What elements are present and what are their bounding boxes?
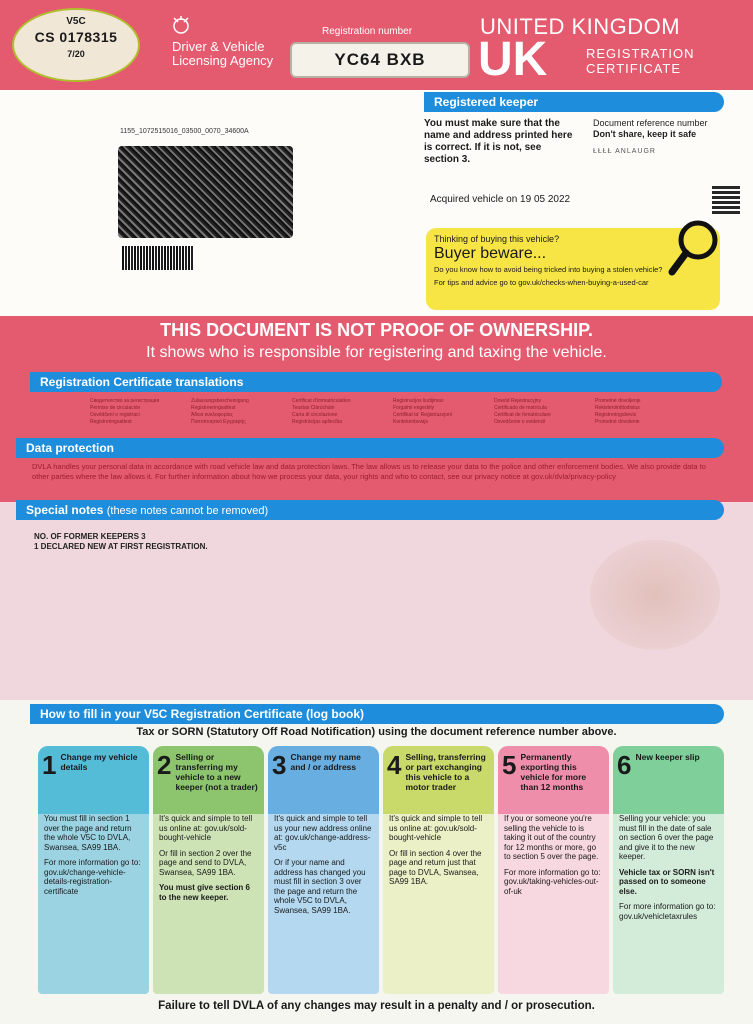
translation-item: Prometné dovoljenje (595, 398, 641, 404)
penalty-warning: Failure to tell DVLA of any changes may result in a penalty and / or prosecution. (158, 1000, 595, 1012)
reg-plate: YC64 BXB (290, 42, 470, 78)
column-number: 1 (42, 750, 57, 780)
special-notes-title: Special notes (26, 503, 104, 517)
keeper-notice: You must make sure that the name and address printed here is correct. If it is not, see section 3. (424, 118, 573, 165)
instruction-columns (38, 746, 724, 994)
column-text: For more information go to: gov.uk/taking-vehicles-out-of-uk (504, 867, 601, 896)
column-title: Selling or transferring my vehicle to a new keeper (not a trader) (175, 752, 258, 792)
translations-bar: Registration Certificate translations (30, 372, 722, 392)
column-text: It's quick and simple to tell us your new address online at: gov.uk/change-address-v5c (274, 814, 372, 852)
stamp-form: V5C (66, 16, 86, 27)
not-proof-subheading: It shows who is responsible for registering and taxing the vehicle. (146, 344, 607, 361)
translation-item: Registracijos liudijimas (393, 398, 444, 404)
column-text: For more information go to: gov.uk/change-vehicle-details-registration-certificate (44, 858, 141, 896)
redacted-address-block (118, 146, 293, 238)
column-text: If you or someone you're selling the vehicle to is taking it out of the country for 12 months or more, go to section 5 over the page. (504, 814, 599, 861)
column-text: It's quick and simple to tell us online at: gov.uk/sold-bought-vehicle (159, 814, 253, 842)
column-exporting (498, 746, 609, 994)
datamatrix-barcode (122, 246, 194, 270)
docref-handwriting: ŁŁŁŁ ANLAUGR (593, 148, 656, 155)
translation-item: Certificat de înmatriculare (494, 412, 551, 418)
cert-title-line1: REGISTRATION (586, 46, 695, 61)
column-number: 5 (502, 750, 517, 780)
column-number: 6 (617, 750, 632, 780)
special-notes-bar (16, 500, 724, 520)
beware-question: Thinking of buying this vehicle? (434, 234, 560, 244)
column-title: New keeper slip (635, 752, 700, 762)
translation-item: Teastas Clárúcháin (292, 405, 335, 411)
magnifier-icon (668, 218, 720, 278)
column-motor-trader (383, 746, 494, 994)
translation-item: Registreeringsattest (191, 405, 236, 411)
translation-item: Certificat d'immatriculation (292, 398, 351, 404)
stamp-edition: 7/20 (67, 49, 85, 59)
column-title: Selling, transferring or part exchanging this vehicle to a motor trader (405, 752, 486, 792)
beware-tip: For tips and advice go to gov.uk/checks-when-buying-a-used-car (434, 278, 649, 287)
translation-item: Kentekenbewijs (393, 419, 429, 425)
registered-keeper-bar: Registered keeper (424, 92, 724, 112)
data-protection-bar: Data protection (16, 438, 724, 458)
translation-item: Registreringsattest (90, 419, 132, 425)
paper-stain (590, 540, 720, 650)
royal-crest-icon (170, 14, 192, 38)
tax-sorn-line: Tax or SORN (Statutory Off Road Notification) using the document reference number above. (136, 726, 617, 738)
header-band (0, 0, 753, 90)
special-notes-content (34, 532, 208, 552)
translation-item: Certifikat ta' Reġistrazzjoni (393, 412, 453, 418)
column-change-vehicle (38, 746, 149, 994)
translation-item: Dowód Rejestracyjny (494, 398, 541, 404)
stamp-serial: CS 0178315 (34, 29, 118, 45)
cert-title-line2: CERTIFICATE (586, 61, 682, 76)
column-new-keeper-slip (613, 746, 724, 994)
column-text: For more information go to: gov.uk/vehicletaxrules (619, 902, 716, 921)
reg-number-label: Registration number (322, 26, 413, 37)
declared-new-line: 1 DECLARED NEW AT FIRST REGISTRATION. (34, 542, 208, 551)
column-number: 3 (272, 750, 287, 780)
docref-title: Document reference number (593, 118, 708, 128)
cert-title (586, 46, 695, 76)
translation-item: Osvedčenie o evidencii (494, 419, 546, 425)
country-title: UNITED KINGDOM (480, 14, 681, 39)
column-title: Change my vehicle details (60, 752, 138, 772)
column-text: Or fill in section 2 over the page and send to DVLA, Swansea, SA99 1BA. (159, 848, 252, 877)
beware-title: Buyer beware... (434, 245, 547, 262)
translation-item: Άδεια κυκλοφορίας (191, 412, 233, 418)
column-number: 4 (387, 750, 402, 780)
translation-item: Prometné dovolenie (595, 419, 640, 425)
column-number: 2 (157, 750, 172, 780)
translation-item: Πιστοποιητικό Εγγραφής (191, 419, 246, 425)
mailing-ref-code: 1155_1072515016_03500_0070_34600A (120, 128, 249, 135)
column-selling (153, 746, 264, 994)
column-text: You must give section 6 to the new keeper. (159, 883, 250, 902)
translation-item: Registrācijas apliecība (292, 419, 343, 425)
translation-item: Forgalmi engedély (393, 405, 435, 411)
former-keepers-line: NO. OF FORMER KEEPERS 3 (34, 532, 146, 541)
how-to-bar: How to fill in your V5C Registration Certificate (log book) (30, 704, 724, 724)
document-reference (593, 118, 733, 157)
translation-item: Zulassungsbescheinigung (191, 398, 249, 404)
docref-note: Don't share, keep it safe (593, 129, 697, 139)
serial-stamp (12, 8, 140, 82)
column-text: Or fill in section 4 over the page and return just that page to DVLA, Swansea, SA99 1BA. (389, 848, 482, 886)
agency-name: Driver & Vehicle Licensing Agency (172, 39, 274, 68)
not-proof-heading: THIS DOCUMENT IS NOT PROOF OF OWNERSHIP. (160, 320, 593, 340)
beware-text: Do you know how to avoid being tricked into buying a stolen vehicle? (434, 265, 663, 274)
translation-item: Registreringsbevis (595, 412, 637, 418)
translation-item: Permiso de circulación (90, 405, 141, 411)
column-title: Permanently exporting this vehicle for more than 12 months (520, 752, 587, 792)
qr-code (712, 186, 740, 214)
column-text: Or if your name and address has changed you must fill in section 3 over the page and return the whole V5C to DVLA, Swansea, SA99 1BA. (274, 858, 366, 915)
column-text: Vehicle tax or SORN isn't passed on to someone else. (619, 867, 715, 896)
column-text: Selling your vehicle: you must fill in the date of sale on section 6 over the page and give it to the new keeper. (619, 814, 714, 861)
column-text: You must fill in section 1 over the page and return the whole V5C to DVLA, Swansea, SA99 1BA. (44, 814, 132, 852)
translation-item: Certificado de matrícula (494, 405, 547, 411)
translation-item: Osvědčení o registraci (90, 412, 140, 418)
column-change-name (268, 746, 379, 994)
column-title: Change my name and / or address (290, 752, 361, 772)
special-notes-subtitle: (these notes cannot be removed) (106, 505, 269, 517)
data-protection-text: DVLA handles your personal data in accordance with road vehicle law and data protection laws. The law allows us to release your data to the police and other enforcement bodies. We also provide data to other parties where the law allows it. For further information about how we process your data, your rights and who to contact, see our privacy notice at gov.uk/dvla/privacy-policy (32, 462, 706, 481)
translation-item: Carta di circolazione (292, 412, 338, 418)
translation-item: Свидетелство за регистрация (90, 398, 160, 404)
translations-grid (90, 398, 690, 425)
column-text: It's quick and simple to tell us online at: gov.uk/sold-bought-vehicle (389, 814, 483, 842)
acquired-date: Acquired vehicle on 19 05 2022 (430, 194, 571, 205)
translation-item: Rekisteröintitodistus (595, 405, 640, 411)
uk-mark: UK (478, 33, 548, 86)
